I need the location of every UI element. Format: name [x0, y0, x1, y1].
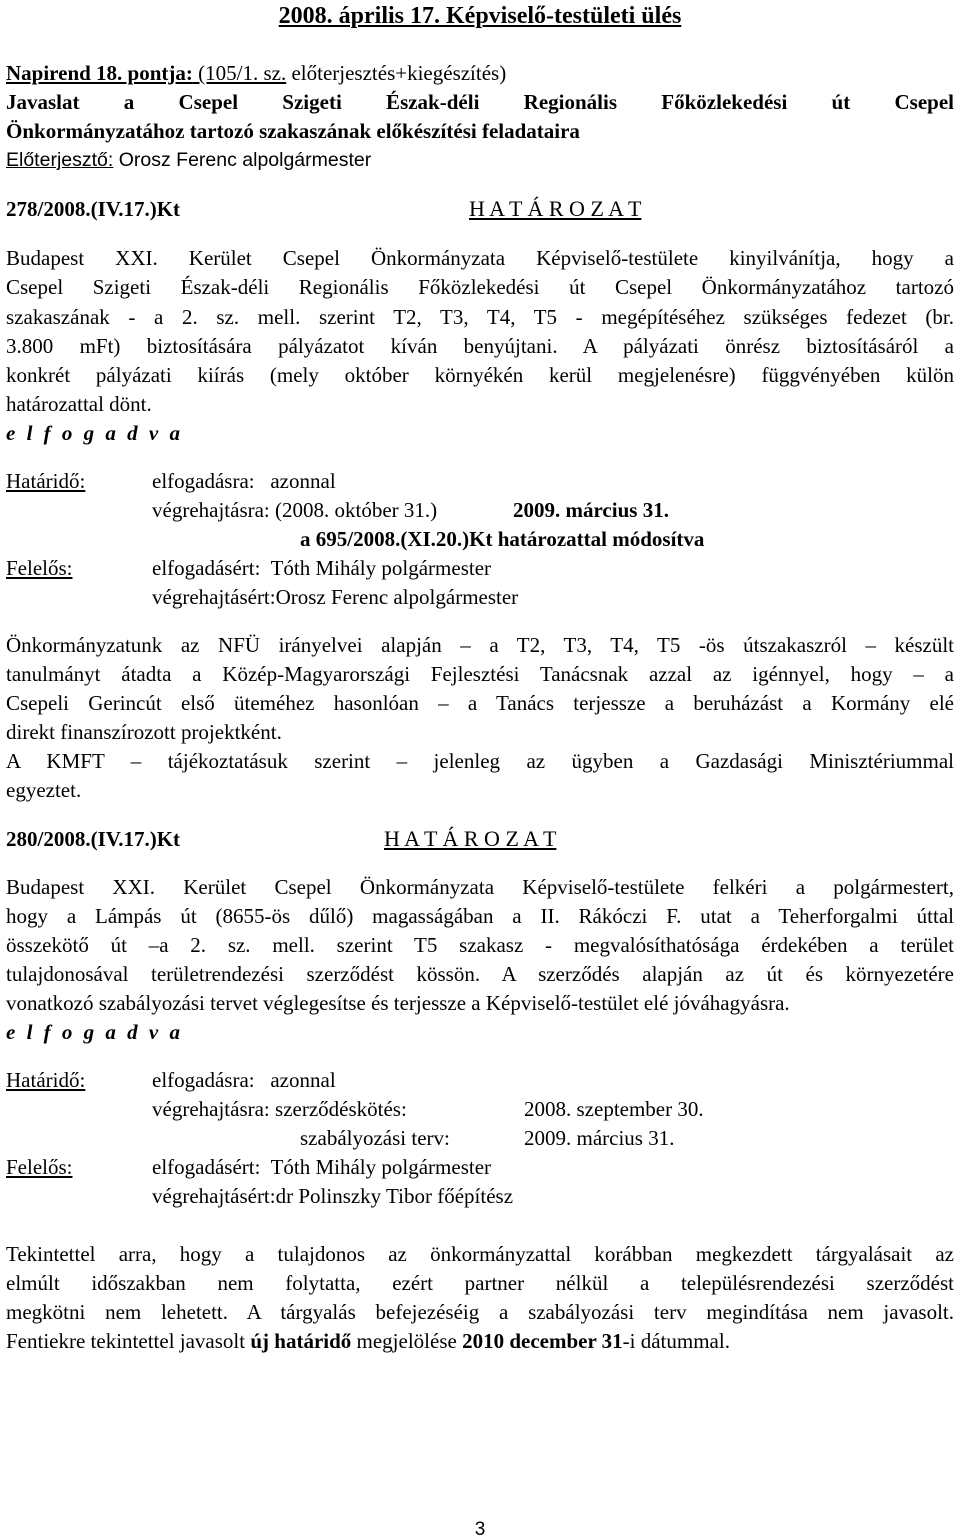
resolution-heading: H A T Á R O Z A T: [469, 196, 642, 221]
note1-line2: tanulmányt átadta a Közép-Magyarországi Fejlesztési Tanácsnak azzal az igénnyel, hogy – a: [6, 662, 954, 686]
note2-line2: elmúlt időszakban nem folytatta, ezért partner nélkül a településrendezési szerződést: [6, 1271, 954, 1295]
agenda-subject-line2: Önkormányzatához tartozó szakaszának előkészítési feladataira: [6, 119, 580, 143]
page-number: 3: [474, 1519, 486, 1540]
page-title: 2008. április 17. Képviselő-testületi ülés: [278, 3, 682, 29]
responsible-label: Felelős:: [6, 1155, 73, 1179]
deadline-accept: elfogadásra: azonnal: [152, 469, 336, 493]
presenter-line: [6, 147, 954, 173]
agenda-label: Napirend 18. pontja:: [6, 61, 193, 85]
note2-line3: megkötni nem lehetett. A tárgyalás befejezéséig a szabályozási terv megindítása nem javasolt.: [6, 1300, 954, 1324]
resolution1-line2: Csepel Szigeti Észak-déli Regionális Főközlekedési út Csepel Önkormányzatához tartozó: [6, 275, 954, 299]
resolution-number: 280/2008.(IV.17.)Kt: [6, 827, 181, 851]
deadline-exec-label: végrehajtásra: szerződéskötés:: [152, 1097, 407, 1121]
resolution1-line4: 3.800 mFt) biztosítására pályázatot kíván benyújtani. A pályázati önrész biztosításáról a: [6, 334, 954, 358]
resolution1-line1: Budapest XXI. Kerület Csepel Önkormányzata Képviselő-testülete kinyilvánítja, hogy a: [6, 246, 954, 270]
agenda-ref: (105/1. sz.: [192, 61, 287, 85]
resolution2-line5: vonatkozó szabályozási tervet véglegesítse és terjessze a Képviselő-testület elé jóváhagyásra.: [6, 991, 790, 1015]
note1-line4: direkt finanszírozott projektként.: [6, 720, 282, 744]
presenter-name: Orosz Ferenc alpolgármester: [113, 149, 372, 171]
responsible-exec: végrehajtásért:Orosz Ferenc alpolgármester: [152, 585, 519, 609]
note1-line5: A KMFT – tájékoztatásuk szerint – jelenleg az ügyben a Gazdasági Minisztériummal: [6, 749, 954, 773]
deadline-label: Határidő:: [6, 469, 86, 493]
deadline-exec-date: 2008. szeptember 30.: [524, 1097, 704, 1121]
deadline-plan-label: szabályozási terv:: [300, 1126, 450, 1150]
presenter-label: Előterjesztő:: [6, 149, 114, 171]
accepted-label: e l f o g a d v a: [6, 1020, 183, 1044]
resolution1-line6: határozattal dönt.: [6, 392, 152, 416]
agenda-line: [6, 60, 954, 86]
resolution2-line1: Budapest XXI. Kerület Csepel Önkormányzata Képviselő-testülete felkéri a polgármestert,: [6, 875, 954, 899]
responsible-accept: elfogadásért: Tóth Mihály polgármester: [152, 556, 492, 580]
final-text-a: Fentiekre tekintettel javasolt: [6, 1329, 251, 1353]
note1-line3: Csepeli Gerincút első üteméhez hasonlóan – a Tanács terjessze a beruházást a Kormány elé: [6, 691, 954, 715]
responsible-label: Felelős:: [6, 556, 73, 580]
responsible-exec: végrehajtásért:dr Polinszky Tibor főépítész: [152, 1184, 514, 1208]
note1-line6: egyeztet.: [6, 778, 82, 802]
final-text-c: megjelölése: [351, 1329, 463, 1353]
note2-final-line: [6, 1328, 954, 1354]
note1-line1: Önkormányzatunk az NFÜ irányelvei alapján – a T2, T3, T4, T5 -ös útszakaszról – készült: [6, 633, 954, 657]
resolution1-line3: szakaszának - a 2. sz. mell. szerint T2, T3, T4, T5 - megépítéséhez szükséges fedezet (br.: [6, 305, 954, 329]
deadline-label: Határidő:: [6, 1068, 86, 1092]
agenda-subject-line1: Javaslat a Csepel Szigeti Észak-déli Regionális Főközlekedési út Csepel: [6, 90, 954, 114]
deadline-exec: végrehajtásra: (2008. október 31.): [152, 498, 438, 522]
deadline-new: 2009. március 31.: [513, 498, 669, 522]
resolution-heading: H A T Á R O Z A T: [384, 826, 557, 851]
agenda-ref-tail: előterjesztés+kiegészítés): [286, 61, 507, 85]
final-text-e: -i dátummal.: [622, 1329, 730, 1353]
responsible-accept: elfogadásért: Tóth Mihály polgármester: [152, 1155, 492, 1179]
deadline-accept: elfogadásra: azonnal: [152, 1068, 336, 1092]
final-date: 2010 december 31: [462, 1329, 623, 1353]
final-new-deadline: új határidő: [250, 1329, 352, 1353]
resolution1-line5: konkrét pályázati kiírás (mely október környékén kerül megjelenésre) függvényében külön: [6, 363, 954, 387]
resolution-number: 278/2008.(IV.17.)Kt: [6, 197, 181, 221]
note2-line1: Tekintettel arra, hogy a tulajdonos az önkormányzattal korábban megkezdett tárgyalásait az: [6, 1242, 954, 1266]
resolution2-line2: hogy a Lámpás út (8655-ös dűlő) magasságában a II. Rákóczi F. utat a Teherforgalmi úttal: [6, 904, 954, 928]
accepted-label: e l f o g a d v a: [6, 421, 183, 445]
modified-note: a 695/2008.(XI.20.)Kt határozattal módosítva: [300, 527, 705, 551]
resolution2-line4: tulajdonosával területrendezési szerződést kössön. A szerződés alapján az út és környezetére: [6, 962, 954, 986]
deadline-plan-date: 2009. március 31.: [524, 1126, 675, 1150]
resolution2-line3: összekötő út –a 2. sz. mell. szerint T5 szakasz - megvalósíthatósága érdekében a terület: [6, 933, 954, 957]
